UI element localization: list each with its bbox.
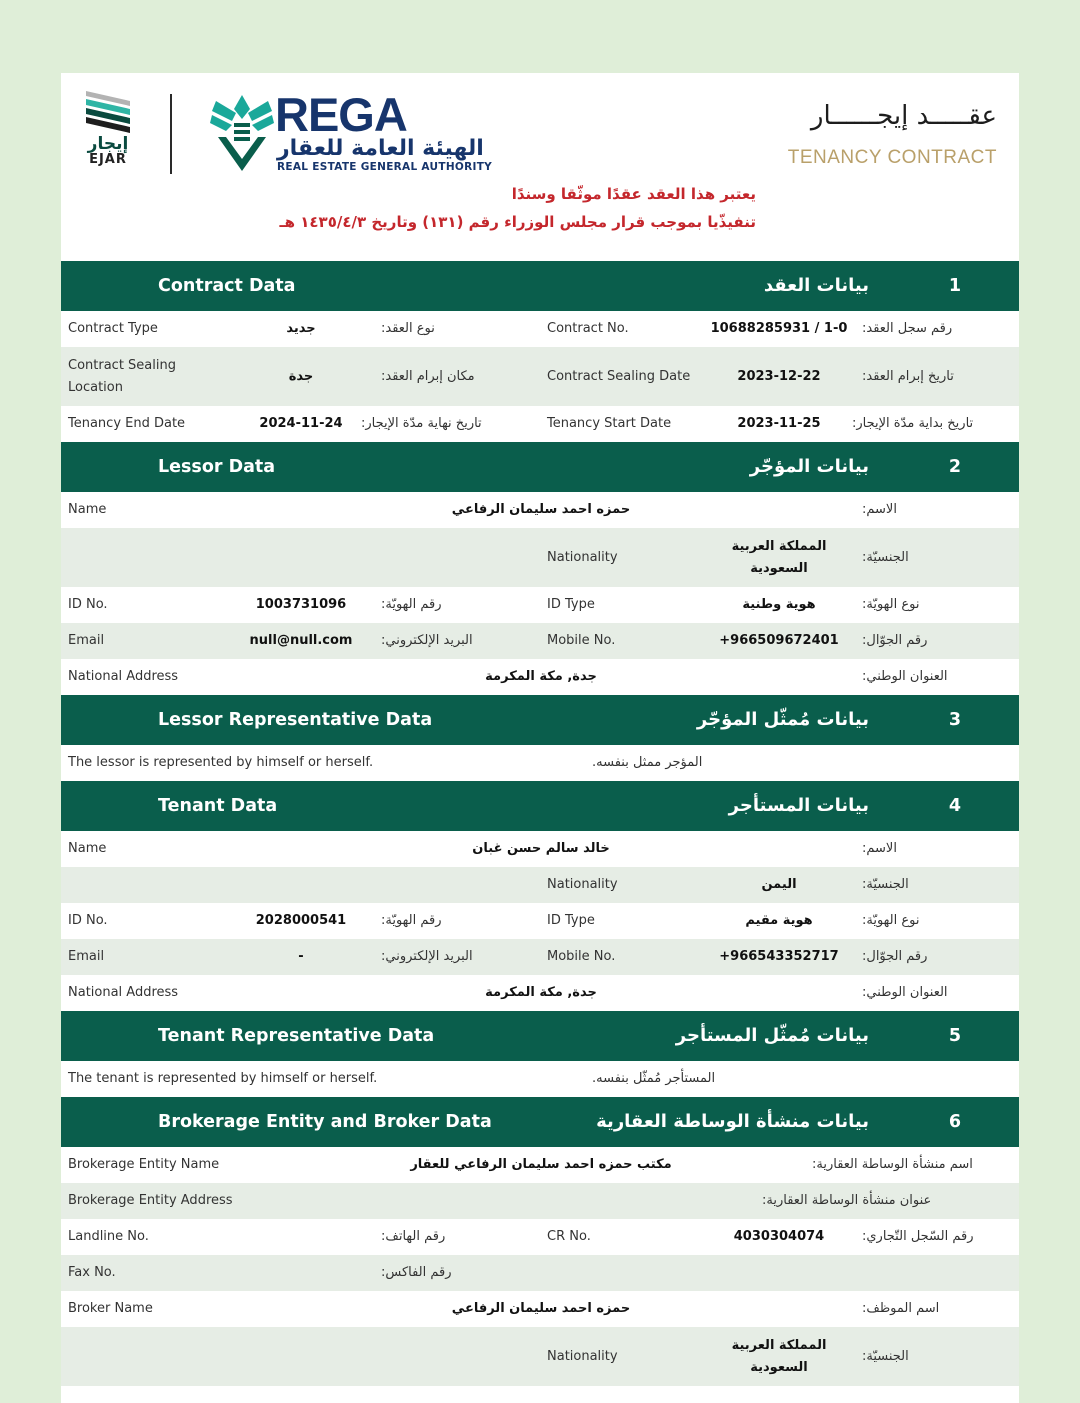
table-row — [61, 867, 1019, 903]
field-label: ID No. — [68, 913, 108, 928]
field-label: Tenancy Start Date — [547, 416, 672, 431]
table-row — [61, 903, 1019, 939]
document-title-english: TENANCY CONTRACT — [787, 147, 997, 168]
field-value: جديد — [286, 321, 316, 336]
section-title-ar: بيانات مُمثّل المؤجّر — [696, 709, 869, 730]
table-row — [61, 1291, 1019, 1327]
field-label-ar: نوع الهويّة: — [862, 913, 920, 928]
field-label-ar: رقم الجوّال: — [862, 949, 928, 964]
field-label-ar: رقم الهويّة: — [381, 597, 442, 612]
ejar-logo-mark-icon — [82, 91, 134, 133]
field-label: ID No. — [68, 597, 108, 612]
section-title-en: Lessor Representative Data — [158, 710, 433, 730]
field-value: مكتب حمزه احمد سليمان الرفاعي للعقار — [410, 1157, 672, 1172]
field-label-ar: البريد الإلكتروني: — [381, 949, 473, 964]
field-label: National Address — [68, 669, 179, 684]
field-value: 2028000541 — [255, 913, 347, 928]
section-number: 3 — [948, 710, 961, 730]
field-label: Brokerage Entity Name — [68, 1157, 220, 1172]
table-row — [61, 1255, 1019, 1291]
field-label: ID Type — [547, 913, 595, 928]
ejar-english-wordmark: EJAR — [89, 152, 127, 167]
field-label-ar: تاريخ إبرام العقد: — [862, 368, 954, 384]
field-label: Email — [68, 949, 105, 964]
field-label: Contract Sealing Date — [547, 368, 691, 384]
field-value — [699, 528, 859, 587]
field-label: Nationality — [547, 877, 618, 892]
section-title-ar: بيانات المستأجر — [728, 795, 869, 816]
section-number: 6 — [948, 1112, 961, 1132]
section-number: 2 — [948, 457, 961, 477]
table-row — [61, 1147, 1019, 1183]
field-label-ar: العنوان الوطني: — [862, 669, 948, 684]
table-row — [61, 1219, 1019, 1255]
field-label: National Address — [68, 985, 179, 1000]
section-title-en: Tenant Representative Data — [158, 1026, 435, 1046]
field-label-ar: الاسم: — [862, 502, 897, 517]
rega-subtitle: REAL ESTATE GENERAL AUTHORITY — [277, 161, 493, 173]
field-value-line: السعودية — [750, 560, 808, 576]
section-title-ar: بيانات المؤجّر — [749, 456, 869, 477]
field-label-ar: رقم الهاتف: — [381, 1229, 446, 1244]
field-value: جدة, مكة المكرمة — [485, 985, 597, 1000]
table-row — [61, 659, 1019, 695]
field-label-ar: نوع الهويّة: — [862, 597, 920, 612]
field-label-ar: تاريخ بداية مدّة الإيجار: — [852, 416, 974, 431]
section-title-en: Contract Data — [158, 276, 296, 296]
field-value: خالد سالم حسن غبان — [472, 841, 610, 856]
field-value-line: المملكة العربية — [731, 538, 827, 554]
field-label: Broker Name — [68, 1301, 153, 1316]
field-value: 2023-12-22 — [737, 368, 821, 384]
field-value: هوية مقيم — [745, 913, 813, 928]
field-label-ar: رقم السّجل التّجاري: — [862, 1229, 974, 1244]
section-header-brokerage — [61, 1097, 1019, 1147]
field-label: Mobile No. — [547, 949, 616, 964]
field-label: Name — [68, 502, 107, 517]
field-label: Brokerage Entity Address — [68, 1193, 233, 1208]
field-value — [699, 1327, 859, 1386]
field-label: Nationality — [547, 1348, 618, 1364]
section-title-en: Tenant Data — [158, 796, 278, 816]
section-header-tenant-representative — [61, 1011, 1019, 1061]
table-row — [61, 975, 1019, 1011]
field-label: Nationality — [547, 549, 618, 565]
field-label: CR No. — [547, 1229, 591, 1244]
field-label-ar: الاسم: — [862, 841, 897, 856]
field-label: Email — [68, 633, 105, 648]
field-value: 10688285931 / 1-0 — [710, 321, 848, 336]
table-row — [61, 623, 1019, 659]
section-header-lessor — [61, 442, 1019, 492]
document-header — [61, 73, 1019, 261]
field-note-ar: المستأجر مُمثّل بنفسه. — [592, 1071, 716, 1086]
field-label-ar: مكان إبرام العقد: — [381, 368, 475, 384]
field-label: Landline No. — [68, 1229, 149, 1244]
section-number: 4 — [948, 796, 961, 816]
field-label: Contract No. — [547, 321, 629, 336]
field-label: Mobile No. — [547, 633, 616, 648]
field-label-ar: رقم الجوّال: — [862, 633, 928, 648]
field-value-line: السعودية — [750, 1359, 808, 1375]
table-row — [61, 1061, 1019, 1097]
field-value: 4030304074 — [733, 1229, 825, 1244]
field-value: جدة — [288, 368, 314, 384]
field-note: The tenant is represented by himself or herself. — [68, 1071, 378, 1086]
field-label-ar: تاريخ نهاية مدّة الإيجار: — [361, 416, 482, 431]
table-row — [61, 406, 1019, 442]
field-value: حمزه احمد سليمان الرفاعي — [451, 502, 631, 517]
section-number: 1 — [948, 276, 961, 296]
section-title-en: Brokerage Entity and Broker Data — [158, 1112, 492, 1132]
table-row — [61, 528, 1019, 587]
field-label-ar: الجنسيّة: — [862, 1348, 909, 1364]
section-title-en: Lessor Data — [158, 457, 276, 477]
field-value: 2024-11-24 — [259, 416, 343, 431]
section-title-ar: بيانات مُمثّل المستأجر — [675, 1025, 869, 1046]
section-header-contract — [61, 261, 1019, 311]
field-label: ID Type — [547, 597, 595, 612]
table-row — [61, 745, 1019, 781]
section-number: 5 — [948, 1026, 961, 1046]
legal-notice-line-2: تنفيذّيا بموجب قرار مجلس الوزراء رقم (١٣١) وتاريخ ١٤٣٥/٤/٣ هـ — [279, 213, 756, 231]
field-value: +966543352717 — [719, 949, 839, 964]
field-value-line: المملكة العربية — [731, 1337, 827, 1353]
field-label-ar: عنوان منشأة الوساطة العقارية: — [762, 1193, 932, 1208]
rega-emblem-icon — [210, 93, 274, 173]
field-value: اليمن — [761, 877, 797, 892]
field-label-ar: رقم الفاكس: — [381, 1265, 452, 1280]
field-label-ar: رقم الهويّة: — [381, 913, 442, 928]
field-label-ar: اسم الموظف: — [862, 1301, 940, 1316]
ejar-logo — [81, 91, 135, 167]
table-row — [61, 939, 1019, 975]
table-row — [61, 587, 1019, 623]
field-label-ar: رقم سجل العقد: — [862, 321, 953, 336]
document-title-arabic: عقـــــد إيجــــــار — [810, 101, 997, 131]
field-value: جدة, مكة المكرمة — [485, 669, 597, 684]
legal-notice-line-1: يعتبر هذا العقد عقدًا موثّقا وسندًا — [511, 185, 756, 203]
ejar-arabic-wordmark: إيجار — [87, 134, 129, 154]
contract-page — [61, 73, 1019, 1403]
field-label-ar: نوع العقد: — [381, 321, 435, 336]
table-row — [61, 831, 1019, 867]
rega-arabic-wordmark: الهيئة العامة للعقار — [277, 136, 484, 161]
field-label-ar: اسم منشأة الوساطة العقارية: — [812, 1157, 973, 1172]
field-label-ar: البريد الإلكتروني: — [381, 633, 473, 648]
field-note-ar: المؤجر ممثل بنفسه. — [592, 755, 703, 770]
field-value: - — [298, 949, 304, 964]
field-label-ar: العنوان الوطني: — [862, 985, 948, 1000]
field-label: Tenancy End Date — [68, 416, 186, 431]
field-label: Contract Type — [68, 321, 158, 336]
field-label: Contract Sealing Location — [68, 357, 176, 395]
table-row — [61, 1183, 1019, 1219]
logo-divider — [170, 94, 172, 174]
section-header-lessor-representative — [61, 695, 1019, 745]
field-value: +966509672401 — [719, 633, 839, 648]
table-row — [61, 492, 1019, 528]
field-label: Name — [68, 841, 107, 856]
field-label: Fax No. — [68, 1265, 116, 1280]
field-label-ar: الجنسيّة: — [862, 877, 909, 892]
field-value: null@null.com — [249, 633, 353, 648]
section-header-tenant — [61, 781, 1019, 831]
field-value: حمزه احمد سليمان الرفاعي — [451, 1301, 631, 1316]
table-row — [61, 311, 1019, 347]
field-value: هوية وطنية — [742, 597, 816, 612]
field-value: 1003731096 — [255, 597, 347, 612]
field-note: The lessor is represented by himself or herself. — [68, 755, 374, 770]
field-value: 2023-11-25 — [737, 416, 821, 431]
table-row — [61, 1327, 1019, 1386]
field-label-ar: الجنسيّة: — [862, 549, 909, 565]
rega-english-wordmark: REGA — [275, 88, 407, 141]
section-title-ar: بيانات منشأة الوساطة العقارية — [596, 1111, 869, 1132]
section-title-ar: بيانات العقد — [763, 275, 869, 296]
table-row — [61, 347, 1019, 406]
